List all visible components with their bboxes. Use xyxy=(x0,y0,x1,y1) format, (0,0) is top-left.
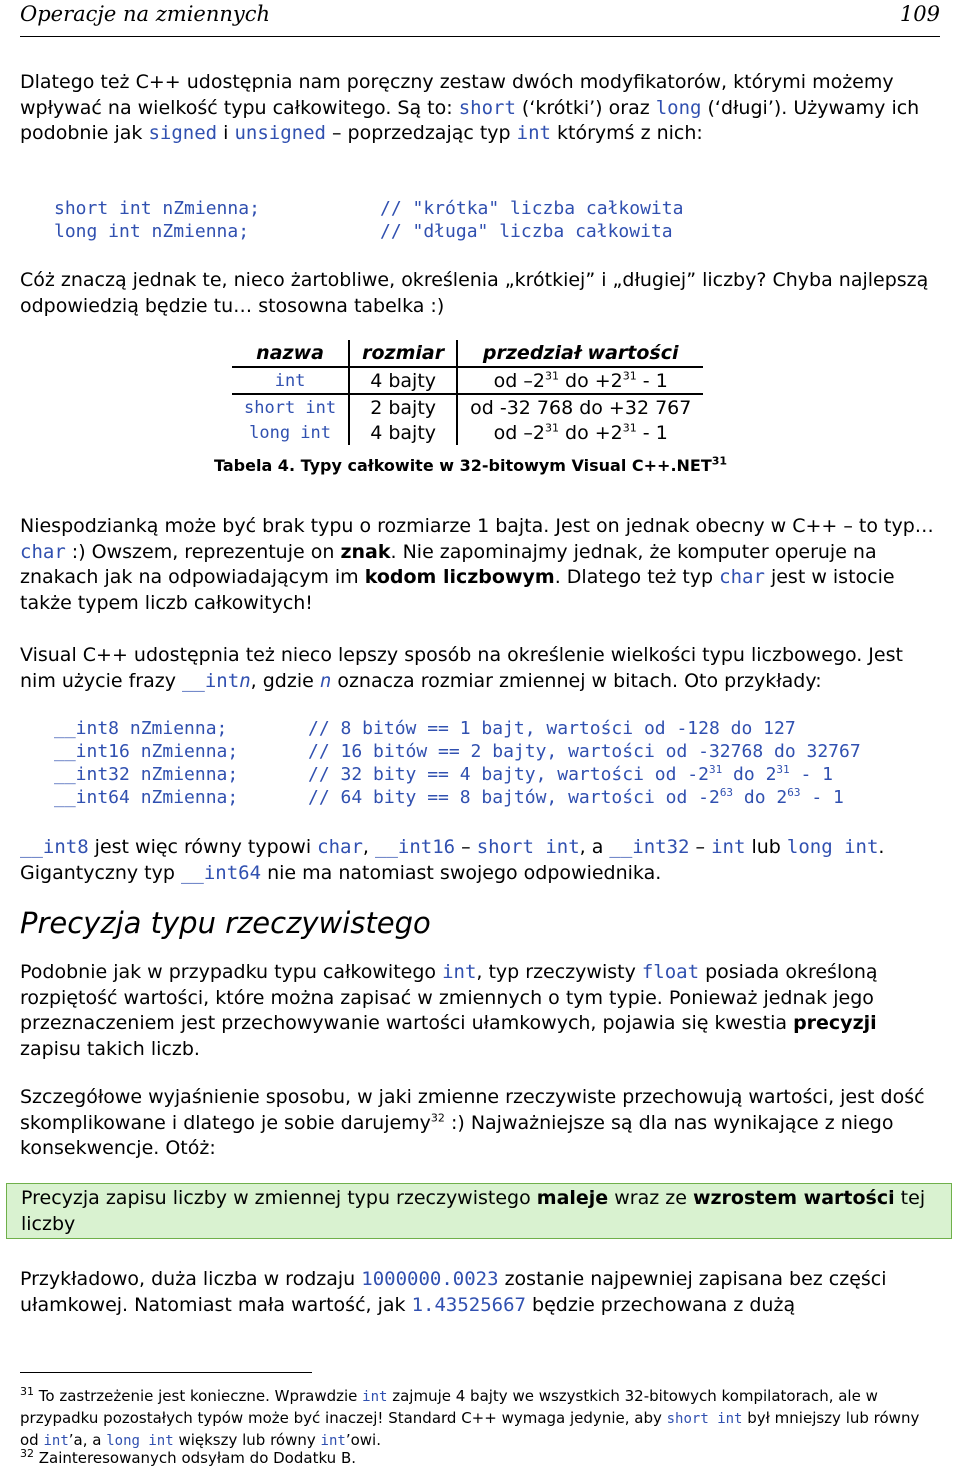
footnote-ref: 32 xyxy=(430,1111,445,1125)
code-line: short int nZmienna; xyxy=(54,198,260,219)
page-number: 109 xyxy=(899,2,940,26)
chapter-title: Operacje na zmiennych xyxy=(20,2,271,26)
footnote-31: $^{31}$ To zastrzeżenie jest konieczne. Wprawdzie int zajmuje 4 bajty we wszystkich 32-bitowych kompilatorach, ale w przypadku pozostałych typów może być inaczej! Standard C++ wymaga jedynie, aby short int był mniejszy lub równy od int’a, a long int większy lub równy int’owi. xyxy=(20,1385,920,1449)
section-heading: Precyzja typu rzeczywistego xyxy=(20,906,431,940)
table-header: rozmiar xyxy=(349,340,457,367)
code-comment: // 16 bitów == 2 bajty, wartości od -32768 do 32767 xyxy=(308,741,861,762)
paragraph-intn: Visual C++ udostępnia też nieco lepszy sposób na określenie wielkości typu liczbowego. Jest nim użycie frazy __intn, gdzie n oznacza rozmiar zmiennej w bitach. Oto przykłady: xyxy=(20,644,903,692)
paragraph-equivalents: __int8 jest więc równy typowi char, __int16 – short int, a __int32 – int lub long int. Gigantyczny typ __int64 nie ma natomiast swojego odpowiednika. xyxy=(20,836,885,884)
paragraph-modifiers: Dlatego też C++ udostępnia nam poręczny zestaw dwóch modyfikatorów, którymi możemy wpływać na wielkość typu całkowitego. Są to: short (‘krótki’) oraz long (‘długi’). Używamy ich podobnie jak signed i unsigned – poprzedzając typ int którymś z nich: xyxy=(20,71,920,144)
code-line: __int16 nZmienna; xyxy=(54,741,239,762)
footnote-separator xyxy=(20,1372,312,1373)
paragraph-char: Niespodzianką może być brak typu o rozmiarze 1 bajta. Jest on jednak obecny w C++ – to typ… char :) Owszem, reprezentuje on znak. Nie zapominajmy jednak, że komputer operuje na znakach jak na odpowiadającym im kodom liczbowym. Dlatego też typ char jest w istocie także typem liczb całkowitych! xyxy=(20,515,934,614)
code-comment: // 32 bity == 4 bajty, wartości od $-2^{31}$ do $2^{31} - 1$ xyxy=(308,763,834,785)
table-row: short int 2 bajty od -32 768 do +32 767 xyxy=(232,394,703,420)
table-row: int 4 bajty od $-2^{31}$ do $+2^{31} - 1$ xyxy=(232,367,703,394)
code-line: __int64 nZmienna; xyxy=(54,787,239,808)
code-comment: // "długa" liczba całkowita xyxy=(380,221,673,242)
paragraph-example: Przykładowo, duża liczba w rodzaju 1000000.0023 zostanie najpewniej zapisana bez części ułamkowej. Natomiast mała wartość, jak 1.43525667 będzie przechowana z dużą xyxy=(20,1268,887,1316)
code-comment: // 8 bitów == 1 bajt, wartości od -128 do 127 xyxy=(308,718,796,739)
code-line: long int nZmienna; xyxy=(54,221,250,242)
integer-types-table xyxy=(232,340,732,445)
footnote-32: $^{32}$ Zainteresowanych odsyłam do Dodatku B. xyxy=(20,1447,357,1467)
table-caption: Tabela 4. Typy całkowite w 32-bitowym Visual $C++.NET^{31}$ xyxy=(214,454,728,475)
paragraph-explanation: Szczegółowe wyjaśnienie sposobu, w jaki zmienne rzeczywiste przechowują wartości, jest dość skomplikowane i dlatego je sobie darujemy$^{32}$ :) Najważniejsze są dla nas wynikające z niego konsekwencje. Otóż: xyxy=(20,1086,925,1159)
paragraph-question: Cóż znaczą jednak te, nieco żartobliwe, określenia „krótkiej” i „długiej” liczby? Chyba najlepszą odpowiedzią będzie tu… stosowna tabelka :) xyxy=(20,269,929,317)
page-header xyxy=(20,0,940,37)
table-header: przedział wartości xyxy=(457,340,703,367)
table-row: long int 4 bajty od $-2^{31}$ do $+2^{31} - 1$ xyxy=(232,420,703,445)
table-header: nazwa xyxy=(232,340,349,367)
code-line: __int8 nZmienna; xyxy=(54,718,228,739)
code-comment: // "krótka" liczba całkowita xyxy=(380,198,684,219)
paragraph-float: Podobnie jak w przypadku typu całkowitego int, typ rzeczywisty float posiada określoną rozpiętość wartości, które można zapisać w zmiennych o tym typie. Ponieważ jednak jego przeznaczeniem jest przechowywanie wartości ułamkowych, pojawia się kwestia precyzji zapisu takich liczb. xyxy=(20,961,878,1060)
code-comment: // 64 bity == 8 bajtów, wartości od $-2^{63}$ do $2^{63} - 1$ xyxy=(308,786,844,808)
code-line: __int32 nZmienna; xyxy=(54,764,239,785)
highlight-box: Precyzja zapisu liczby w zmiennej typu rzeczywistego maleje wraz ze wzrostem wartości tej liczby xyxy=(6,1183,952,1239)
